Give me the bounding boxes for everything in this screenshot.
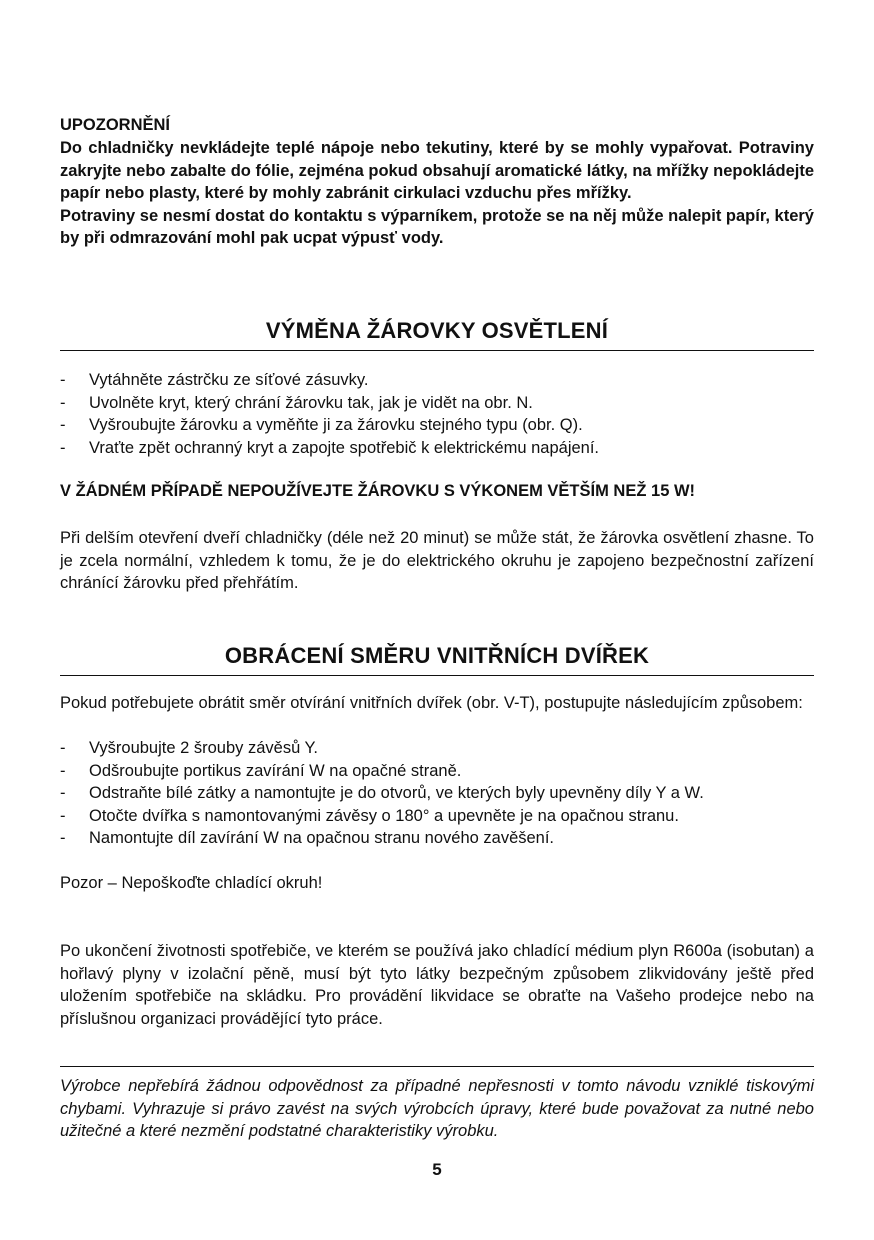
warning-paragraph-2: Potraviny se nesmí dostat do kontaktu s výparníkem, protože se na něj může nalepit papír, který by při odmrazování mohl pak ucpat výpusť vody. — [60, 206, 814, 247]
bulb-section-heading: VÝMĚNA ŽÁROVKY OSVĚTLENÍ — [60, 318, 814, 351]
list-item-text: Odstraňte bílé zátky a namontujte je do otvorů, ve kterých byly upevněny díly Y a W. — [89, 784, 704, 802]
list-item-text: Vraťte zpět ochranný kryt a zapojte spotřebič k elektrickému napájení. — [89, 438, 600, 457]
list-item — [60, 369, 814, 392]
list-item — [60, 437, 814, 460]
warning-body — [60, 137, 814, 250]
list-item-text: Vyšroubujte žárovku a vyměňte ji za žárovku stejného typu (obr. Q). — [89, 416, 583, 434]
dash-marker: - — [60, 438, 66, 457]
dash-marker: - — [60, 761, 66, 780]
door-steps-list — [60, 737, 814, 850]
disclaimer-paragraph: Výrobce nepřebírá žádnou odpovědnost za případné nepřesnosti v tomto návodu vzniklé tiskovými chybami. Vyhrazuje si právo zavést na svých výrobcích úpravy, které bude považovat za nutné nebo užitečné a které nezmění podstatné charakteristiky výrobku. — [60, 1077, 814, 1140]
list-item — [60, 760, 814, 783]
list-item-text: Otočte dvířka s namontovanými závěsy o 180° a upevněte je na opačnou stranu. — [89, 806, 679, 825]
list-item-text: Uvolněte kryt, který chrání žárovku tak, jak je vidět na obr. N. — [89, 393, 533, 412]
list-item-text: Vyšroubujte 2 šrouby závěsů Y. — [89, 739, 319, 757]
door-intro-paragraph: Pokud potřebujete obrátit směr otvírání vnitřních dvířek (obr. V-T), postupujte následujícím způsobem: — [60, 694, 803, 712]
bulb-steps-list — [60, 369, 814, 459]
list-item — [60, 392, 814, 415]
door-section-heading: OBRÁCENÍ SMĚRU VNITŘNÍCH DVÍŘEK — [60, 643, 814, 676]
list-item-text: Vytáhněte zástrčku ze síťové zásuvky. — [89, 371, 369, 389]
dash-marker: - — [60, 416, 66, 434]
list-item — [60, 827, 814, 850]
dash-marker: - — [60, 739, 66, 757]
list-item-text: Odšroubujte portikus zavírání W na opačné straně. — [89, 761, 462, 780]
dash-marker: - — [60, 371, 66, 389]
bulb-power-warning: V ŽÁDNÉM PŘÍPADĚ NEPOUŽÍVEJTE ŽÁROVKU S VÝKONEM VĚTŠÍM NEŽ 15 W! — [60, 482, 696, 500]
list-item-text: Namontujte díl zavírání W na opačnou stranu nového zavěšení. — [89, 829, 555, 847]
list-item — [60, 737, 814, 760]
warning-paragraph-1: Do chladničky nevkládejte teplé nápoje nebo tekutiny, které by se mohly vypařovat. Potraviny zakryjte nebo zabalte do fólie, zejména pokud obsahují aromatické látky, na mřížky nepokládejte papír nebo plasty, které by mohly zabránit cirkulaci vzduchu přes mřížky. — [60, 139, 814, 202]
warning-title: UPOZORNĚNÍ — [60, 116, 171, 134]
dash-marker: - — [60, 393, 66, 412]
bulb-note-paragraph: Při delším otevření dveří chladničky (déle než 20 minut) se může stát, že žárovka osvětlení zhasne. To je zcela normální, vzhledem k tomu, že je do elektrického okruhu je zapojeno bezpečnostní zařízení chránící žárovku před přehřátím. — [60, 529, 814, 592]
disposal-paragraph: Po ukončení životnosti spotřebiče, ve kterém se používá jako chladící médium plyn R600a (isobutan) a hořlavý plyny v izolační pěně, musí být tyto látky bezpečným způsobem zlikvidovány ještě před uložením spotřebiče na skládku. Pro provádění likvidace se obraťte na Vašeho prodejce nebo na příslušnou organizaci provádějící tyto práce. — [60, 942, 814, 1028]
list-item — [60, 805, 814, 828]
footer-divider — [60, 1066, 814, 1067]
cooling-circuit-caution: Pozor – Nepoškoďte chladící okruh! — [60, 874, 323, 892]
dash-marker: - — [60, 829, 66, 847]
dash-marker: - — [60, 784, 66, 802]
page-number: 5 — [432, 1160, 442, 1179]
list-item — [60, 414, 814, 437]
list-item — [60, 782, 814, 805]
dash-marker: - — [60, 806, 66, 825]
